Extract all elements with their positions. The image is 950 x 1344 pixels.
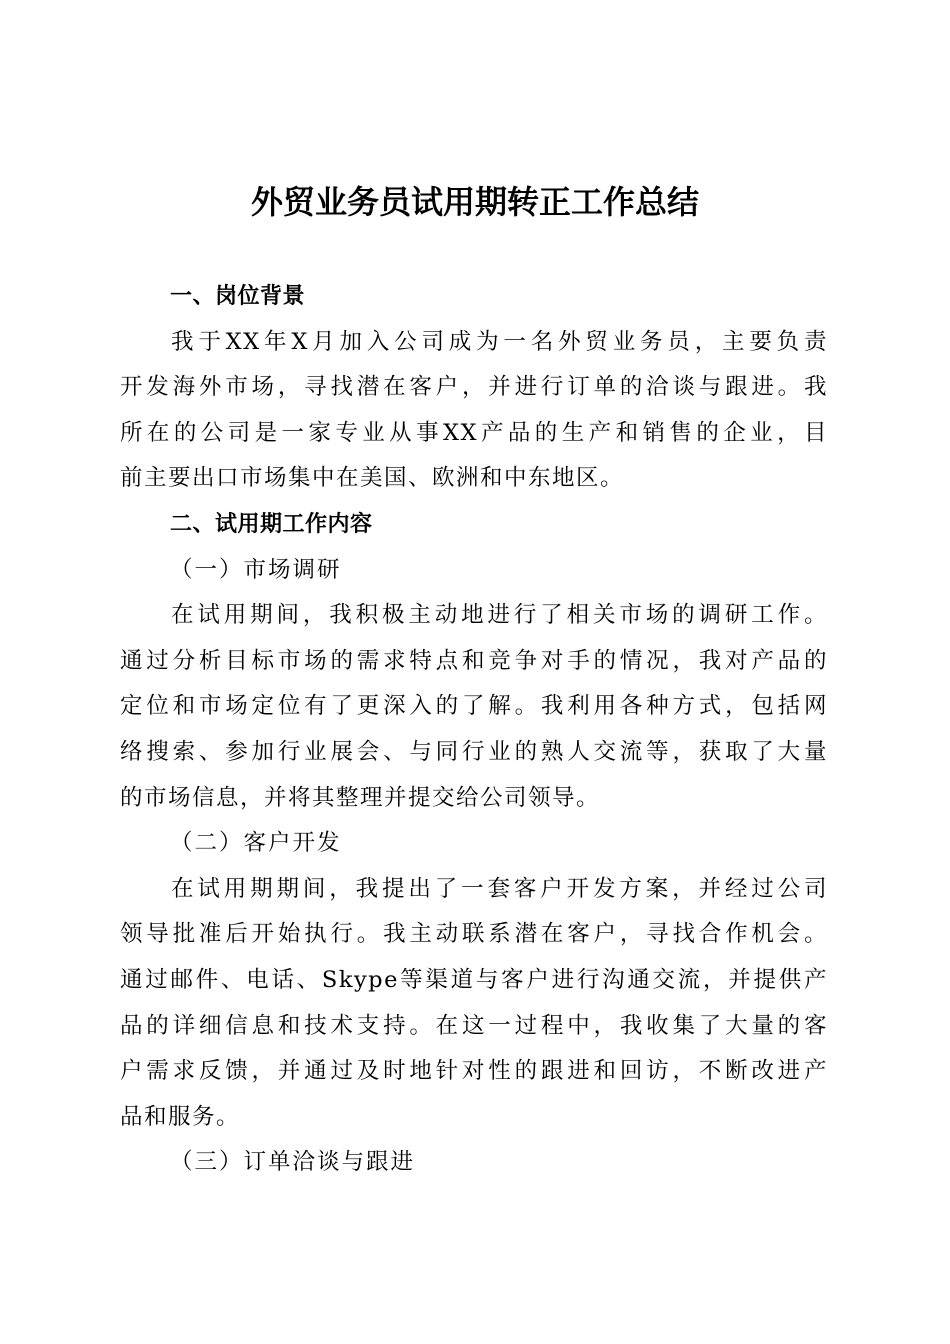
paragraph-line: 品和服务。 <box>120 1103 241 1130</box>
paragraph-line: 所在的公司是一家专业从事XX产品的生产和销售的企业，目 <box>120 419 828 446</box>
paragraph-line: 前主要出口市场集中在美国、欧洲和中东地区。 <box>120 465 625 492</box>
paragraph-line: 开发海外市场，寻找潜在客户，并进行订单的洽谈与跟进。我 <box>120 374 828 401</box>
subsection-heading-market-research: （一）市场调研 <box>170 556 342 583</box>
paragraph-line: 络搜索、参加行业展会、与同行业的熟人交流等，获取了大量 <box>120 738 828 765</box>
paragraph-line: 通过分析目标市场的需求特点和竞争对手的情况，我对产品的 <box>120 647 828 674</box>
paragraph-line: 我于XX年X月加入公司成为一名外贸业务员，主要负责 <box>171 328 828 355</box>
paragraph-line: 品的详细信息和技术支持。在这一过程中，我收集了大量的客 <box>120 1012 828 1039</box>
document-body <box>120 274 828 1186</box>
document-title: 外贸业务员试用期转正工作总结 <box>250 183 699 221</box>
paragraph-line: 在试用期期间，我提出了一套客户开发方案，并经过公司 <box>171 875 828 902</box>
paragraph-customer-development <box>120 867 828 1141</box>
paragraph-line: 在试用期间，我积极主动地进行了相关市场的调研工作。 <box>171 602 828 629</box>
section-heading-position-background: 一、岗位背景 <box>170 284 306 309</box>
subsection-heading-order-negotiation: （三）订单洽谈与跟进 <box>170 1149 416 1176</box>
paragraph-position-background <box>120 320 828 502</box>
paragraph-line: 定位和市场定位有了更深入的了解。我利用各种方式，包括网 <box>120 693 828 720</box>
paragraph-market-research <box>120 593 828 821</box>
subsection-heading-customer-development: （二）客户开发 <box>170 830 342 857</box>
paragraph-line: 通过邮件、电话、Skype等渠道与客户进行沟通交流，并提供产 <box>120 966 828 993</box>
paragraph-line: 户需求反馈，并通过及时地针对性的跟进和回访，不断改进产 <box>120 1058 828 1085</box>
paragraph-line: 领导批准后开始执行。我主动联系潜在客户，寻找合作机会。 <box>120 921 828 948</box>
paragraph-line: 的市场信息，并将其整理并提交给公司领导。 <box>120 784 601 811</box>
section-heading-probation-work: 二、试用期工作内容 <box>170 511 373 537</box>
